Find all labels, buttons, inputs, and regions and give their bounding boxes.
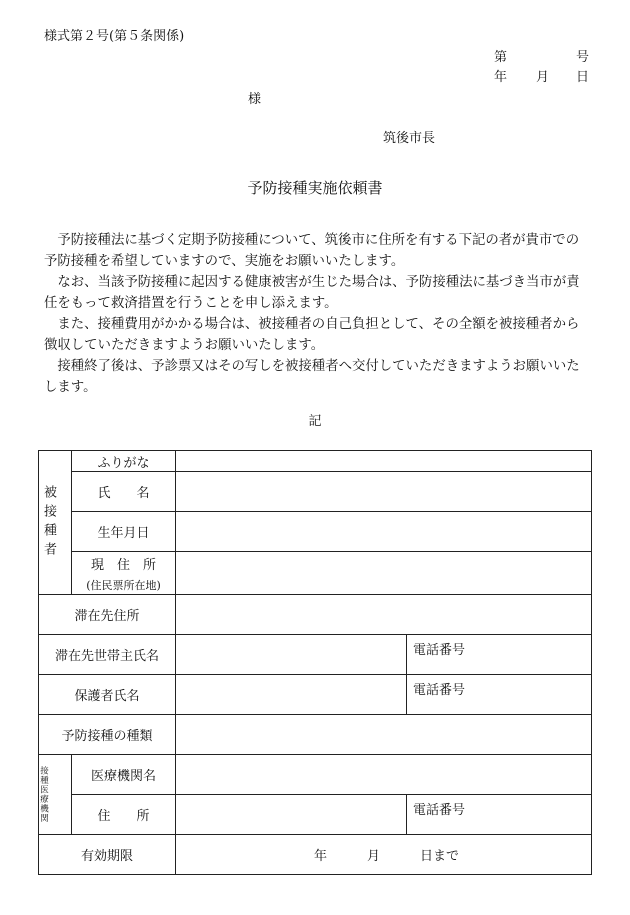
vaccinee-section-label: 被接種者 — [39, 451, 72, 595]
body-paragraph: なお、当該予防接種に起因する健康被害が生じた場合は、予防接種法に基づき当市が責任をもって救済措置を行うことを申し添えます。 — [44, 275, 580, 311]
institution-section-label: 接種医療機関 — [39, 755, 72, 835]
addressee-suffix: 様 — [248, 92, 262, 107]
furigana-field[interactable] — [176, 451, 592, 472]
address-label: 現 住 所 (住民票所在地) — [72, 552, 176, 595]
date-month-label: 月 — [536, 70, 550, 85]
document-number-prefix: 第 — [494, 50, 508, 65]
name-field[interactable] — [176, 472, 592, 512]
name-label: 氏 名 — [72, 472, 176, 512]
furigana-label: ふりがな — [72, 451, 176, 472]
validity-field[interactable] — [176, 835, 592, 875]
ki-heading: 記 — [308, 414, 322, 429]
address-note: (住民票所在地) — [86, 578, 161, 592]
institution-name-label: 医療機関名 — [72, 755, 176, 795]
stay-address-field[interactable] — [176, 595, 592, 635]
stay-address-label: 滞在先住所 — [39, 595, 176, 635]
guardian-field[interactable] — [176, 675, 407, 715]
birthdate-label: 生年月日 — [72, 512, 176, 552]
document-title: 予防接種実施依頼書 — [247, 179, 383, 197]
validity-label: 有効期限 — [39, 835, 176, 875]
validity-day-until-label: 日まで — [420, 849, 460, 864]
guardian-label: 保護者氏名 — [39, 675, 176, 715]
address-field[interactable] — [176, 552, 592, 595]
date-day-label: 日 — [576, 70, 590, 85]
body-paragraph: 接種終了後は、予診票又はその写しを被接種者へ交付していただきますようお願いいたします。 — [44, 359, 580, 395]
date-year-label: 年 — [494, 70, 508, 85]
birthdate-field[interactable] — [176, 512, 592, 552]
document-number-suffix: 号 — [576, 50, 590, 65]
validity-month-label: 月 — [367, 849, 381, 864]
vaccine-type-label: 予防接種の種類 — [39, 715, 176, 755]
form-id: 様式第２号(第５条関係) — [44, 29, 185, 44]
institution-address-field[interactable] — [176, 795, 407, 835]
institution-phone[interactable]: 電話番号 — [407, 795, 592, 835]
guardian-phone[interactable]: 電話番号 — [407, 675, 592, 715]
institution-name-field[interactable] — [176, 755, 592, 795]
vaccine-type-field[interactable] — [176, 715, 592, 755]
stay-householder-label: 滞在先世帯主氏名 — [39, 635, 176, 675]
validity-year-label: 年 — [314, 849, 328, 864]
body-paragraph: 予防接種法に基づく定期予防接種について、筑後市に住所を有する下記の者が貴市での予防接種を希望していますので、実施をお願いいたします。 — [44, 233, 580, 269]
institution-address-label: 住 所 — [72, 795, 176, 835]
request-form-table — [38, 450, 592, 875]
body-paragraph: また、接種費用がかかる場合は、被接種者の自己負担として、その全額を被接種者から徴収していただきますようお願いいたします。 — [44, 317, 580, 353]
stay-householder-phone[interactable]: 電話番号 — [407, 635, 592, 675]
stay-householder-field[interactable] — [176, 635, 407, 675]
body-text — [44, 230, 592, 398]
sender: 筑後市長 — [383, 131, 436, 146]
